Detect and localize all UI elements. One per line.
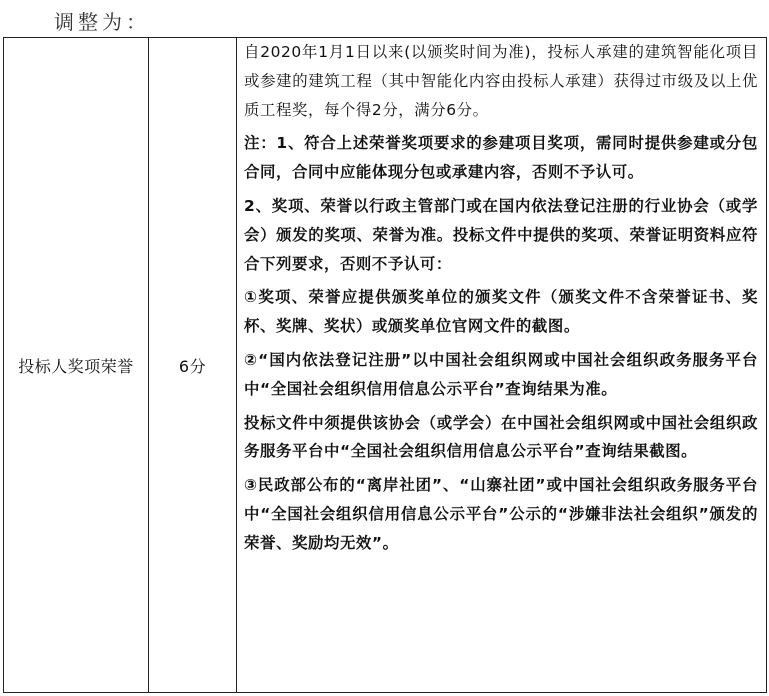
note-paragraph-5: 投标文件中须提供该协会（或学会）在中国社会组织网或中国社会组织政务服务平台中“全国社会组织信用信息公示平台”查询结果截图。: [244, 413, 758, 461]
note-paragraph-4: ②“国内依法登记注册”以中国社会组织网或中国社会组织政务服务平台中“全国社会组织信用信息公示平台”查询结果为准。: [244, 350, 758, 398]
note-paragraph-6: ③民政部公布的“离岸社团”、“山寨社团”或中国社会组织政务服务平台中“全国社会组织信用信息公示平台”公示的“涉嫌非法社会组织”颁发的荣誉、奖励均无效”。: [244, 476, 758, 552]
note-paragraph-3: ①奖项、荣誉应提供颁奖单位的颁奖文件（颁奖文件不含荣誉证书、奖杯、奖牌、奖状）或颁奖单位官网文件的截图。: [244, 288, 758, 336]
score-cell: [149, 38, 237, 692]
item-name-cell: [4, 38, 149, 692]
score-value: 6分: [178, 356, 207, 376]
section-heading: 调整为：: [54, 10, 150, 34]
scoring-table: [3, 37, 767, 693]
criteria-cell: [237, 38, 766, 692]
note-paragraph-1: 注：1、符合上述荣誉奖项要求的参建项目奖项，需同时提供参建或分包合同，合同中应能体现分包或承建内容，否则不予认可。: [244, 134, 758, 182]
criteria-paragraph-1: 自2020年1月1日以来(以颁奖时间为准)，投标人承建的建筑智能化项目或参建的建筑工程（其中智能化内容由投标人承建）获得过市级及以上优质工程奖，每个得2分，满分6分。: [244, 43, 758, 119]
item-name: 投标人奖项荣誉: [18, 356, 134, 376]
note-paragraph-2: 2、奖项、荣誉以行政主管部门或在国内依法登记注册的行业协会（或学会）颁发的奖项、荣誉为准。投标文件中提供的奖项、荣誉证明资料应符合下列要求，否则不予认可：: [244, 196, 758, 273]
